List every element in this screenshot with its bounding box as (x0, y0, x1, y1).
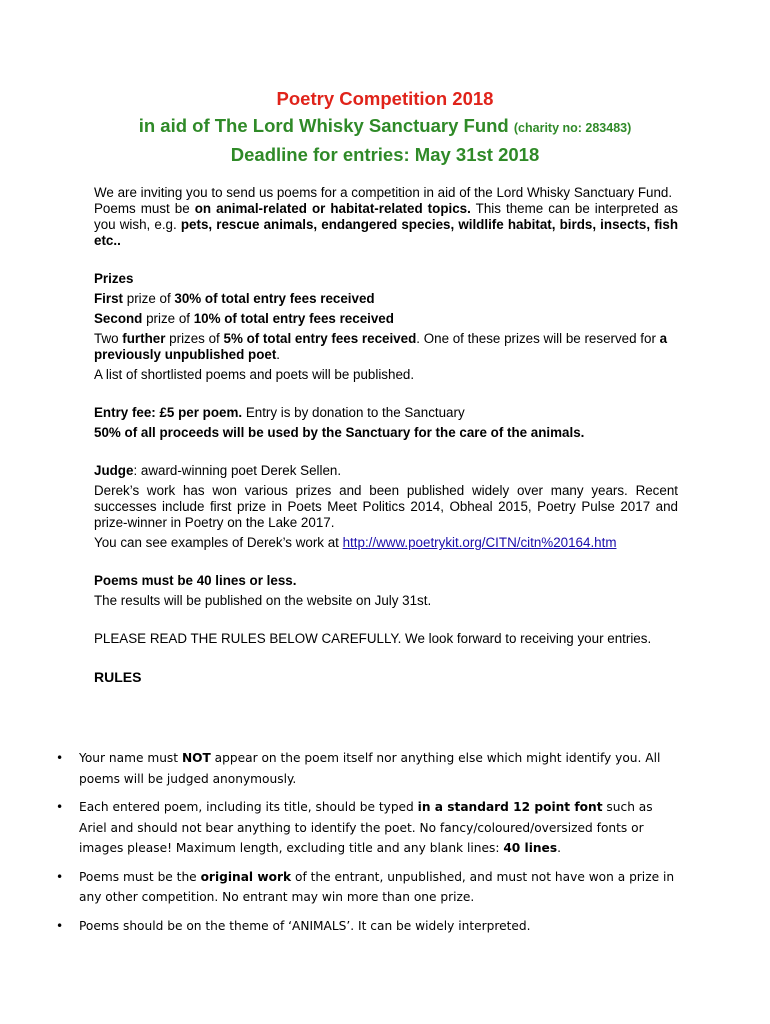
rule-2-font: in a standard 12 point font (417, 800, 603, 814)
rule-1-emphasis: NOT (181, 751, 211, 765)
bullet-icon: • (56, 751, 64, 765)
entry-fee-amount: Entry fee: £5 per poem. (94, 405, 243, 420)
rule-2-text-2: such as Ariel and should not bear anything to identify the poet. No fancy/coloured/oversized fonts or images please! Maximum length, excluding title and any blank lines: (79, 800, 653, 855)
first-text: prize of (123, 291, 175, 306)
bullet-icon: • (56, 800, 64, 814)
rule-1-text: Your name must (79, 751, 182, 765)
shortlist-note: A list of shortlisted poems and poets will be published. (94, 367, 415, 382)
rule-3-text-2: of the entrant, unpublished, and must not have won a prize in any other competition. No entrant may win more than one prize. (79, 869, 675, 904)
entry-fee (94, 405, 678, 421)
rule-item (56, 748, 680, 789)
theme-paragraph (94, 201, 678, 249)
rule-3-text: Poems must be the (79, 869, 201, 884)
rule-3-emphasis: original work (200, 869, 292, 884)
further-text-2: prizes of (165, 331, 224, 346)
bullet-icon: • (56, 918, 64, 933)
rule-2-text: Each entered poem, including its title, should be typed (79, 800, 418, 814)
second-text: prize of (142, 311, 194, 326)
page-title: Poetry Competition 2018 (276, 88, 494, 109)
further-text-1: Two (94, 331, 123, 346)
poetrykit-link[interactable]: http://www.poetrykit.org/CITN/citn%20164.htm (342, 535, 617, 550)
bullet-icon: • (56, 869, 64, 884)
rule-4-text: Poems should be on the theme of ‘ANIMALS’. It can be widely interpreted. (79, 918, 531, 933)
unpublished-poet: a previously unpublished poet (94, 331, 668, 362)
further-label: further (122, 331, 166, 346)
second-label: Second (94, 311, 143, 326)
rule-item (56, 916, 680, 937)
further-amount: 5% of total entry fees received (223, 331, 417, 346)
further-text-4: . (276, 347, 281, 362)
theme-text-2: This theme can be interpreted as you wish, e.g. (94, 201, 678, 232)
first-label: First (94, 291, 124, 306)
prizes-heading-text: Prizes (94, 271, 134, 286)
proceeds-note (94, 425, 678, 441)
further-text-3: . One of these prizes will be reserved for (416, 331, 660, 346)
rule-item (56, 867, 680, 908)
theme-topics: on animal-related or habitat-related topics. (194, 201, 471, 216)
proceeds-text: 50% of all proceeds will be used by the Sanctuary for the care of the animals. (94, 425, 585, 440)
rule-2-lines: 40 lines (503, 841, 558, 855)
examples-text: You can see examples of Derek’s work at (94, 535, 343, 550)
please-read: PLEASE READ THE RULES BELOW CAREFULLY. We look forward to receiving your entries. (94, 631, 652, 646)
length-rule (94, 573, 678, 589)
first-amount: 30% of total entry fees received (174, 291, 375, 306)
intro-paragraph: We are inviting you to send us poems for a competition in aid of the Lord Whisky Sanctuary Fund. (94, 185, 673, 200)
judge-label: Judge (94, 463, 134, 478)
rule-item (56, 797, 680, 859)
deadline: Deadline for entries: May 31st 2018 (230, 144, 540, 165)
judge-text: : award-winning poet Derek Sellen. (133, 463, 342, 478)
theme-examples: pets, rescue animals, endangered species, wildlife habitat, birds, insects, fish etc.. (94, 217, 678, 248)
judge-bio: Derek’s work has won various prizes and been published widely over many years. Recent successes include first prize in Poets Meet Politics 2014, Obheal 2015, Poetry Pulse 2017 and prize-winner in Poetry on the Lake 2017. (94, 483, 678, 530)
judge-examples (94, 535, 678, 551)
further-prizes (94, 331, 678, 363)
entry-fee-text: Entry is by donation to the Sanctuary (242, 405, 465, 420)
theme-text: Poems must be (94, 201, 195, 216)
charity-number: (charity no: 283483) (513, 121, 632, 135)
length-rule-text: Poems must be 40 lines or less. (94, 573, 297, 588)
results-note: The results will be published on the website on July 31st. (94, 593, 432, 608)
first-prize (94, 291, 678, 307)
prizes-heading (94, 271, 678, 287)
page-subtitle (0, 114, 770, 140)
main-content (94, 185, 678, 685)
rule-2-text-3: . (557, 841, 561, 855)
second-prize (94, 311, 678, 327)
subtitle-text: in aid of The Lord Whisky Sanctuary Fund (138, 115, 509, 136)
rules-heading: RULES (94, 669, 142, 685)
rules-list (56, 748, 680, 944)
second-amount: 10% of total entry fees received (193, 311, 394, 326)
title-block (0, 87, 770, 167)
judge-line (94, 463, 678, 479)
rule-1-text-2: appear on the poem itself nor anything else which might identify you. All poems will be judged anonymously. (79, 751, 661, 786)
